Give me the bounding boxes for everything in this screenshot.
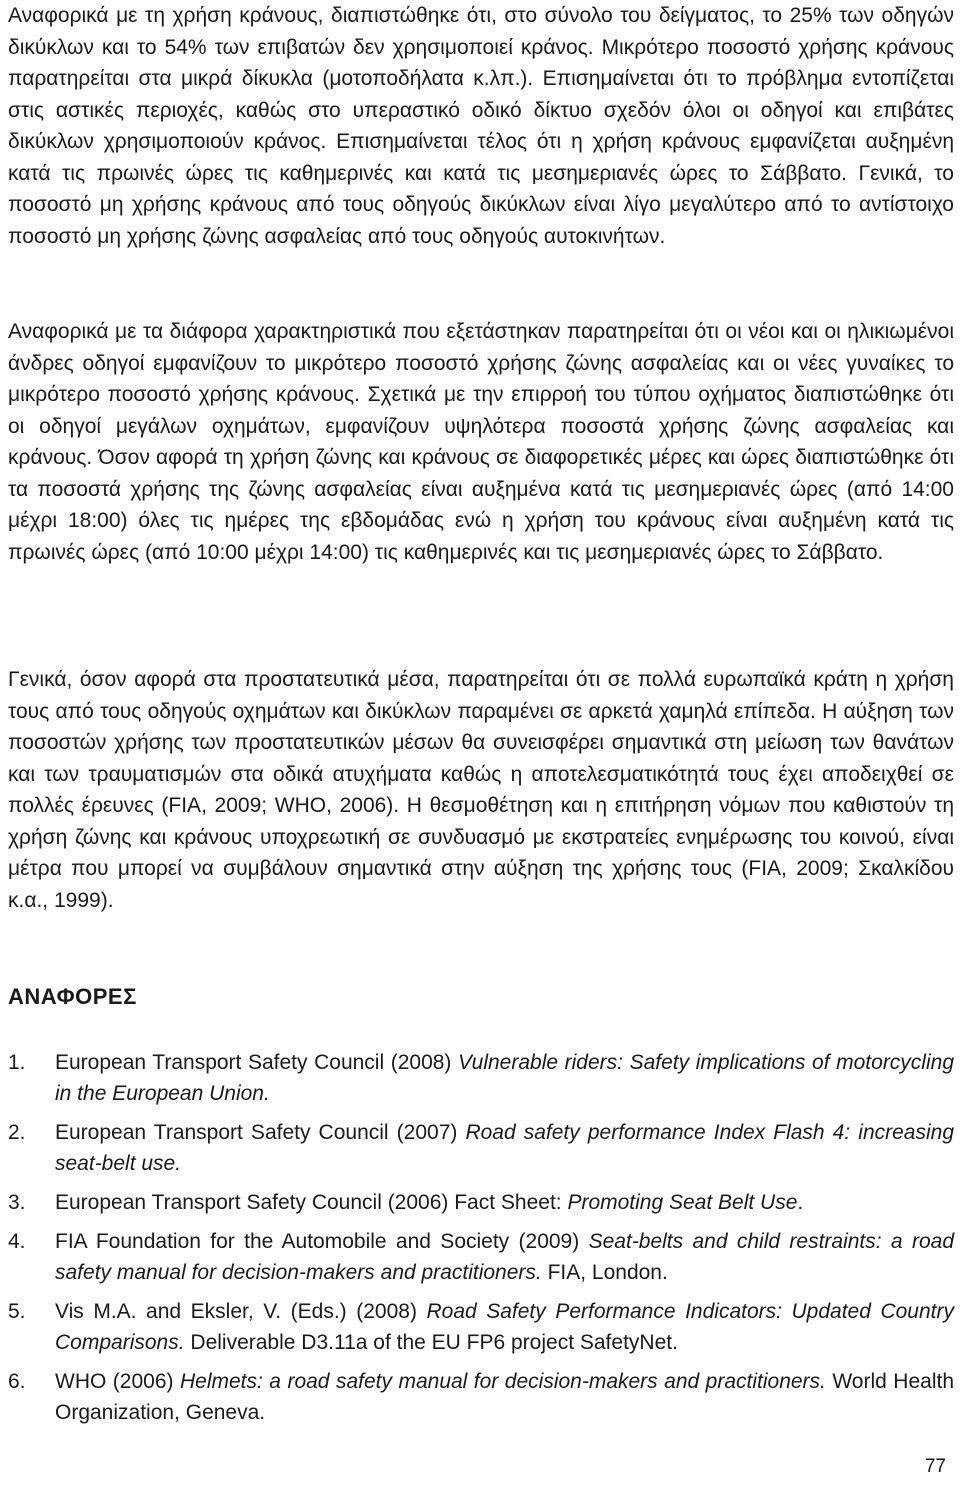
reference-title: Road safety performance Index Flash 4: increasing seat-belt use. bbox=[55, 1121, 954, 1175]
reference-title: Seat-belts and child restraints: a road safety manual for decision-makers and practitioners. bbox=[55, 1230, 954, 1284]
reference-item bbox=[8, 1366, 954, 1428]
reference-item bbox=[8, 1187, 954, 1218]
reference-title: Vulnerable riders: Safety implications of motorcycling in the European Union. bbox=[55, 1051, 954, 1105]
reference-publisher: World Health Organization, Geneva. bbox=[55, 1370, 954, 1424]
body-paragraph: Αναφορικά με τα διάφορα χαρακτηριστικά που εξετάστηκαν παρατηρείται ότι οι νέοι και οι ηλικιωμένοι άνδρες οδηγοί εμφανίζουν το μικρότερο ποσοστό χρήσης ζώνης ασφαλείας και οι νέες γυναίκες το μικρότερο ποσοστό χρήσης κράνους. Σχετικά με την επιρροή του τύπου οχήματος διαπιστώθηκε ότι οι οδηγοί μεγάλων οχημάτων, εμφανίζουν υψηλότερα ποσοστά χρήσης ζώνης ασφαλείας και κράνους. Όσον αφορά τη χρήση ζώνης και κράνους σε διαφορετικές μέρες και ώρες διαπιστώθηκε ότι τα ποσοστά χρήσης της ζώνης ασφαλείας είναι αυξημένα κατά τις μεσημεριανές ώρες (από 14:00 μέχρι 18:00) όλες τις ημέρες της εβδομάδας ενώ η χρήση του κράνους είναι αυξημένη κατά τις πρωινές ώρες (από 10:00 μέχρι 14:00) τις καθημερινές και τις μεσημεριανές ώρες το Σάββατο. bbox=[8, 320, 954, 564]
reference-number: 1. bbox=[8, 1051, 26, 1074]
reference-title: Road Safety Performance Indicators: Updated Country Comparisons. bbox=[55, 1300, 954, 1354]
reference-title: Promoting Seat Belt Use bbox=[567, 1191, 798, 1214]
references-heading: ΑΝΑΦΟΡΕΣ bbox=[8, 984, 137, 1009]
reference-publisher: FIA, London. bbox=[541, 1261, 668, 1284]
reference-text bbox=[55, 1117, 954, 1179]
reference-item bbox=[8, 1047, 954, 1109]
reference-item bbox=[8, 1117, 954, 1179]
body-paragraph: Γενικά, όσον αφορά στα προστατευτικά μέσα, παρατηρείται ότι σε πολλά ευρωπαϊκά κράτη η χρήση τους από τους οδηγούς οχημάτων και δικύκλων παραμένει σε αρκετά χαμηλά επίπεδα. Η αύξηση των ποσοστών χρήσης των προστατευτικών μέσων θα συνεισφέρει σημαντικά στη μείωση των θανάτων και των τραυματισμών στα οδικά ατυχήματα καθώς η αποτελεσματικότητά τους έχει αποδειχθεί σε πολλές έρευνες (FIA, 2009; WHO, 2006). Η θεσμοθέτηση και η επιτήρηση νόμων που καθιστούν τη χρήση ζώνης και κράνους υποχρεωτική σε συνδυασμό με εκστρατείες ενημέρωσης του κοινού, είναι μέτρα που μπορεί να συμβάλουν σημαντικά στην αύξηση της χρήσης τους (FIA, 2009; Σκαλκίδου κ.α., 1999). bbox=[8, 668, 954, 912]
reference-text bbox=[55, 1366, 954, 1428]
reference-number: 6. bbox=[8, 1370, 26, 1393]
reference-publisher: Deliverable D3.11a of the EU FP6 project SafetyNet. bbox=[184, 1331, 678, 1354]
reference-text bbox=[55, 1187, 954, 1218]
reference-title: Helmets: a road safety manual for decision-makers and practitioners. bbox=[179, 1370, 826, 1393]
page-number: 77 bbox=[924, 1456, 946, 1477]
reference-source: FIA Foundation for the Automobile and Society (2009) bbox=[55, 1230, 589, 1253]
reference-item bbox=[8, 1226, 954, 1288]
reference-number: 3. bbox=[8, 1191, 26, 1214]
reference-source: European Transport Safety Council (2008) bbox=[55, 1051, 459, 1074]
reference-text bbox=[55, 1296, 954, 1358]
reference-number: 5. bbox=[8, 1300, 26, 1323]
reference-item bbox=[8, 1296, 954, 1358]
reference-source: Vis M.A. and Eksler, V. (Eds.) (2008) bbox=[55, 1300, 427, 1323]
reference-source: European Transport Safety Council (2006) Fact Sheet: bbox=[55, 1191, 568, 1214]
reference-number: 4. bbox=[8, 1230, 26, 1253]
reference-source: WHO (2006) bbox=[55, 1370, 180, 1393]
reference-publisher: . bbox=[797, 1191, 804, 1214]
references-list bbox=[8, 1047, 954, 1436]
reference-text bbox=[55, 1226, 954, 1288]
body-paragraph: Αναφορικά με τη χρήση κράνους, διαπιστώθηκε ότι, στο σύνολο του δείγματος, το 25% των οδηγών δικύκλων και το 54% των επιβατών δεν χρησιμοποιεί κράνος. Μικρότερο ποσοστό χρήσης κράνους παρατηρείται στα μικρά δίκυκλα (μοτοποδήλατα κ.λπ.). Επισημαίνεται ότι το πρόβλημα εντοπίζεται στις αστικές περιοχές, καθώς στο υπεραστικό οδικό δίκτυο σχεδόν όλοι οι οδηγοί και επιβάτες δικύκλων χρησιμοποιούν κράνος. Επισημαίνεται τέλος ότι η χρήση κράνους εμφανίζεται αυξημένη κατά τις πρωινές ώρες τις καθημερινές και κατά τις μεσημεριανές ώρες το Σάββατο. Γενικά, το ποσοστό μη χρήσης κράνους από τους οδηγούς δικύκλων είναι λίγο μεγαλύτερο από το αντίστοιχο ποσοστό μη χρήσης ζώνης ασφαλείας από τους οδηγούς αυτοκινήτων. bbox=[8, 4, 954, 248]
reference-number: 2. bbox=[8, 1121, 26, 1144]
reference-text bbox=[55, 1047, 954, 1109]
reference-source: European Transport Safety Council (2007) bbox=[55, 1121, 466, 1144]
